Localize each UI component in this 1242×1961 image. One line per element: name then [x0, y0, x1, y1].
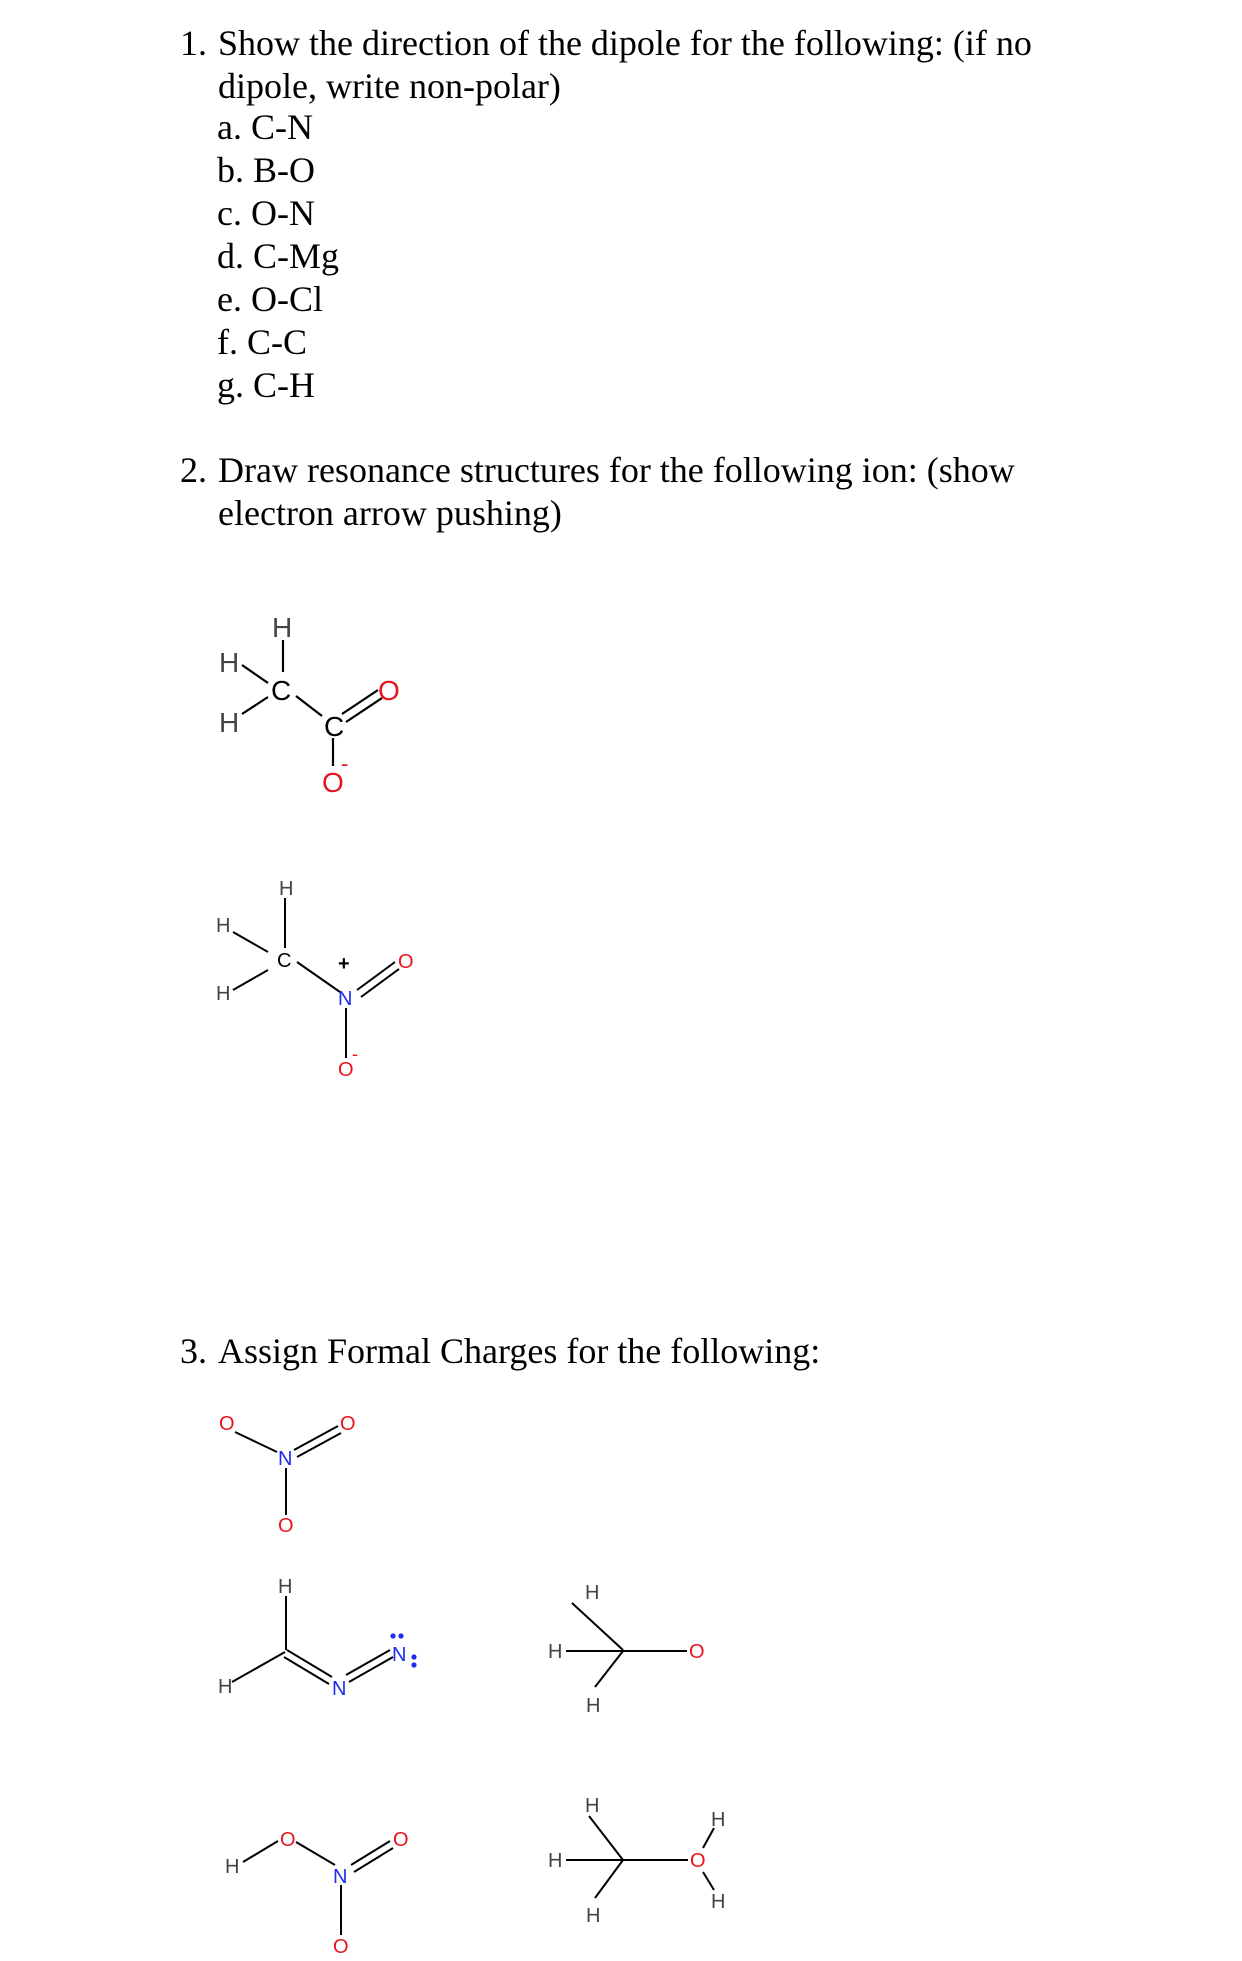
atom-o: O	[398, 951, 414, 973]
list-item: a. C-N	[217, 107, 313, 147]
atom-h: H	[216, 983, 231, 1005]
list-item: g. C-H	[217, 365, 315, 405]
atom-h: H	[225, 1856, 240, 1878]
list-item: e. O-Cl	[217, 279, 323, 319]
charge-minus: -	[341, 751, 349, 776]
structure-acetate-ion	[219, 612, 400, 798]
atom-h: H	[278, 1576, 293, 1598]
charge-minus: -	[352, 1044, 358, 1064]
question-2-number: 2.	[180, 450, 207, 490]
atom-n: N	[338, 988, 353, 1010]
atom-n: N	[278, 1448, 293, 1470]
atom-c: C	[271, 675, 292, 706]
atom-o: O	[393, 1829, 409, 1851]
lone-pair-dot	[398, 1633, 403, 1638]
atom-h: H	[548, 1850, 563, 1872]
list-item: c. O-N	[217, 193, 315, 233]
atom-h: H	[586, 1905, 601, 1927]
structure-methyloxonium	[548, 1795, 725, 1927]
question-1-number: 1.	[180, 23, 207, 63]
atom-n: N	[392, 1644, 407, 1666]
atom-h: H	[585, 1795, 600, 1817]
charge-plus: +	[338, 953, 350, 975]
structure-nitrate	[219, 1413, 356, 1537]
atom-h: H	[219, 647, 240, 678]
atom-o: O	[219, 1413, 235, 1435]
atom-h: H	[711, 1809, 726, 1831]
atom-o: O	[278, 1515, 294, 1537]
atom-h: H	[219, 707, 240, 738]
atom-n: N	[333, 1866, 348, 1888]
structure-nitric-acid	[225, 1829, 409, 1958]
atom-h: H	[548, 1641, 563, 1663]
atom-o: O	[338, 1059, 354, 1081]
atom-h: H	[218, 1676, 233, 1698]
atom-h: H	[279, 878, 294, 900]
list-item: d. C-Mg	[217, 236, 340, 276]
lone-pair-dot	[411, 1662, 416, 1667]
atom-h: H	[585, 1582, 600, 1604]
atom-h: H	[711, 1891, 726, 1913]
structure-diazomethane	[218, 1576, 417, 1700]
structure-nitromethane	[216, 878, 414, 1081]
lone-pair-dot	[411, 1654, 416, 1659]
question-2-text: Draw resonance structures for the following ion: (show electron arrow pushing)	[218, 450, 1015, 533]
atom-c: C	[324, 711, 345, 742]
atom-o: O	[690, 1850, 706, 1872]
atom-o: O	[340, 1413, 356, 1435]
atom-o: O	[378, 675, 400, 706]
list-item: f. C-C	[217, 322, 307, 362]
structure-methoxide	[548, 1582, 705, 1717]
question-1-text: Show the direction of the dipole for the following: (if no dipole, write non-polar)	[218, 23, 1032, 106]
atom-c: C	[277, 950, 292, 972]
atom-h: H	[216, 915, 231, 937]
atom-n: N	[332, 1678, 347, 1700]
atom-o: O	[689, 1641, 705, 1663]
lone-pair-dot	[390, 1633, 395, 1638]
question-3-number: 3.	[180, 1331, 207, 1371]
atom-o: O	[280, 1829, 296, 1851]
atom-o: O	[333, 1936, 349, 1958]
list-item: b. B-O	[217, 150, 315, 190]
atom-o: O	[322, 767, 344, 798]
question-3-text: Assign Formal Charges for the following:	[218, 1331, 821, 1371]
atom-h: H	[586, 1695, 601, 1717]
atom-h: H	[272, 612, 293, 643]
